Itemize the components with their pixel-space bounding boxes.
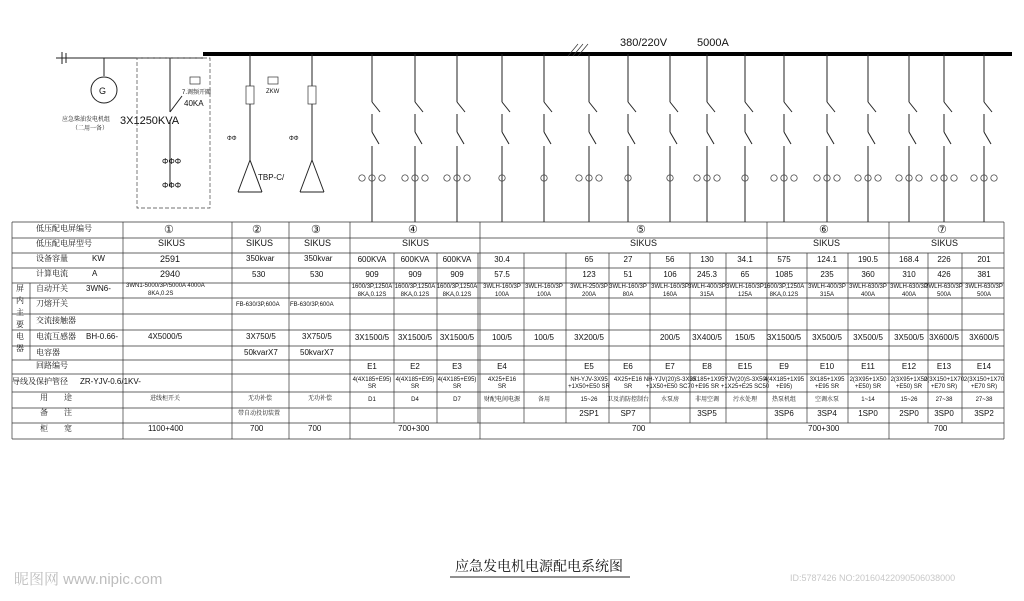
feeder-use: 15~26 [580,397,598,403]
feeder-use: D4 [411,397,419,403]
feeder-use: 备用 [537,397,551,403]
feeder-cur: 51 [623,270,633,279]
side-label-1: 屏 [16,284,24,293]
feeder-drop [499,54,510,222]
side-label-2: 内 [16,296,24,305]
feeder-cable2: +E95) [775,384,793,390]
feeder-sw2: 500A [936,292,952,298]
label-usage: 用 途 [40,393,72,402]
panel-4-no: ④ [408,224,418,236]
watermark-right: ID:5787426 NO:20160422090506038000 [790,573,956,583]
bus-current: 5000A [697,37,729,49]
feeder-cap: 226 [937,255,951,264]
feeder-cur: 123 [582,270,596,279]
feeder-ct: 100/5 [491,333,513,342]
generator-rating: 3X1250KVA [120,115,180,127]
generator-glyph: G [99,86,107,96]
panel-4-width: 700+300 [398,424,430,433]
feeder-drop [402,54,428,222]
panel-3-capacity: 350kvar [304,254,333,263]
tbp-label: TBP-C/ [258,173,285,182]
feeder-sw2: 8KA,0.12S [769,292,799,298]
feeder-cable: 4(4X185+E95) [395,377,435,383]
feeder-ct: 3X1500/5 [766,333,802,342]
feeder-sw2: 8KA,0.12S [442,292,472,298]
feeder-drop [694,54,720,222]
panel-1-usage: 进线柜开关 [150,396,181,402]
feeder-remark: 3SP2 [974,409,994,418]
feeder-cable2: SR [497,384,507,390]
panel-6-no: ⑥ [819,224,829,236]
feeder-cid: E2 [410,362,420,371]
feeder-cur: 360 [861,270,875,279]
label-current-unit: A [92,269,98,278]
feeder-remark: 3SP6 [774,409,794,418]
panel-1-switch-a: 3WN1-5000/3P/5000A 4000A [126,283,205,289]
feeder-cable: 2(3X95+1X50 [849,377,887,383]
feeder-sw: 3WLH-400/3P [688,284,726,290]
panel-6-type: SIKUS [813,238,841,248]
panel-3-width: 700 [308,424,322,433]
feeder-cable: 2(3X150+1X70 [963,377,1005,383]
feeder-drop [541,54,552,222]
feeder-use: 财配电间电源 [483,397,521,403]
feeder-cur: 381 [977,270,991,279]
side-label-3: 主 [16,308,24,317]
watermark-left: 昵图网 www.nipic.com [14,571,163,588]
panel-1-no: ① [164,224,174,236]
feeder-ct: 3X500/5 [894,333,924,342]
side-label-5: 电 [16,332,24,341]
feeder-sw2: 500A [976,292,992,298]
feeder-ct: 200/5 [659,333,681,342]
feeder-cable: 3X185+1X95 [689,377,725,383]
feeder-sw2: 100A [536,292,552,298]
feeder-sw: 3WLH-160/3P [483,284,521,290]
feeder-cable2: SR [452,384,462,390]
feeder-sw2: 80A [622,292,634,298]
panel-5-width: 700 [632,424,646,433]
feeder-cid: E4 [497,362,507,371]
feeder-remark: SP7 [620,409,636,418]
panel-3-capacitor: 50kvarX7 [300,348,334,357]
bus-voltage: 380/220V [620,37,668,49]
feeder-drop [667,54,678,222]
svg-text:ΦΦΦ: ΦΦΦ [162,181,182,190]
feeder-sw2: 160A [662,292,678,298]
feeder-cable: 4X25+E16 [613,377,643,383]
feeder-cur: 106 [663,270,677,279]
svg-text:ΦΦΦ: ΦΦΦ [162,157,182,166]
feeder-cable2: SR [367,384,377,390]
label-circuit-no: 回路编号 [36,361,68,370]
generator-incoming [56,52,211,208]
feeder-cable2: +E50) SR [895,384,923,390]
label-cable: 导线及保护管径 [12,377,68,386]
feeder-cur: 245.3 [696,270,718,279]
panel-3-type: SIKUS [304,238,332,248]
panel-2-ct: 3X750/5 [246,332,276,341]
feeder-cable2: +E95 SR [814,384,840,390]
panel-5-type: SIKUS [630,238,658,248]
feeder-use: 27~38 [975,397,993,403]
feeder-sw: 3WLH-630/3P [849,284,887,290]
feeder-drop [444,54,470,222]
feeder-cur: 1085 [775,270,793,279]
feeder-remark: 3SP4 [817,409,837,418]
feeder-cap: 124.1 [816,255,838,264]
drawing-title: 应急发电机电源配电系统图 [455,558,623,574]
feeder-sw: 3WLH-160/3P [651,284,689,290]
feeder-ct: 3X1500/5 [354,333,390,342]
capacitor-branch-2 [289,54,324,192]
panel-3-no: ③ [311,224,321,236]
feeder-cid: E10 [819,362,835,371]
feeder-sw: 1600/3P,1250A [394,284,436,290]
feeder-cid: E7 [665,362,675,371]
feeder-drop [771,54,797,222]
zkw-label: ZKW [266,89,280,95]
feeder-sw2: 8KA,0.12S [357,292,387,298]
feeder-cable2: SR [410,384,420,390]
panel-1-capacity: 2591 [160,254,181,264]
feeder-sw: 1600/3P,1250A [351,284,393,290]
feeder-sw2: 125A [737,292,753,298]
feeder-use: D7 [453,397,461,403]
feeder-sw: 3WLH-160/3P [609,284,647,290]
panel-2-capacitor: 50kvarX7 [244,348,278,357]
feeder-cid: E12 [901,362,917,371]
feeder-sw2: 315A [819,292,835,298]
label-current: 计算电流 [36,269,68,278]
panel-5-no: ⑤ [636,224,646,236]
feeder-cur: 310 [902,270,916,279]
panel-1-width: 1100+400 [148,424,184,433]
label-contactor: 交流接触器 [36,316,76,325]
row-labels [12,223,141,433]
label-width: 柜 宽 [40,424,72,433]
feeder-cable2: +E50) SR [854,384,882,390]
feeder-sw2: 100A [494,292,510,298]
label-remark: 备 注 [40,408,72,417]
panel-2-remark: 带自动投切装置 [238,411,281,417]
feeder-drop [855,54,881,222]
feeder-cid: E11 [861,362,875,371]
feeder-cells [352,255,1005,418]
panel-3-usage: 无功补偿 [308,396,333,402]
feeder-cur: 235 [820,270,834,279]
feeder-cable: 4X25+E16 [487,377,517,383]
generator-set-note: （二用一备） [72,126,109,132]
feeder-drops [359,54,997,222]
svg-text:ΦΦ: ΦΦ [289,136,299,142]
feeder-use: 水泵房 [660,397,680,403]
feeder-cap: 201 [977,255,991,264]
feeder-cable: 2(3X150+1X70 [923,377,965,383]
feeder-cid: E8 [702,362,712,371]
panel-3-ct: 3X750/5 [302,332,332,341]
feeder-remark: 2SP0 [899,409,919,418]
feeder-ct: 3X1500/5 [439,333,475,342]
feeder-drop [576,54,602,222]
panel-4-type: SIKUS [402,238,430,248]
feeder-cap: 190.5 [857,255,879,264]
feeder-sw: 3WLH-160/3P [525,284,563,290]
feeder-cap: 600KVA [442,255,472,264]
feeder-cable2: SR [623,384,633,390]
feeder-sw: 3WLH-630/3P [890,284,928,290]
feeder-ct: 3X200/5 [574,333,604,342]
feeder-cap: 600KVA [400,255,430,264]
feeder-sw: 3WLH-630/3P [965,284,1003,290]
feeder-sw: 3WLH-250/3P [570,284,608,290]
breaker-rating: 40KA [184,99,204,108]
svg-text:ΦΦ: ΦΦ [227,136,237,142]
panel-1-current: 2940 [160,269,181,279]
feeder-use: 非用空调 [694,397,720,403]
feeder-cable2: +E95 SR [694,384,720,390]
feeder-cable2: +E70 SR) [930,384,958,390]
panel-7-type: SIKUS [931,238,959,248]
feeder-sw: 3WLH-160/3P [726,284,764,290]
panel-2-type: SIKUS [246,238,274,248]
feeder-sw2: 400A [860,292,876,298]
feeder-ct: 3X500/5 [853,333,883,342]
breaker-tag: 7.调频开關 [182,90,212,96]
feeder-use: 热泵机组 [771,397,797,403]
feeder-use: 空调水泵 [814,397,840,403]
feeder-cable: 4(4X185+E95) [352,377,392,383]
feeder-cable: NH-YJV(20)S-3X95 [643,377,697,383]
feeder-drop [814,54,840,222]
feeder-cur: 65 [740,270,750,279]
feeder-remark: 3SP5 [697,409,717,418]
feeder-drop [931,54,957,222]
panel-6-width: 700+300 [808,424,840,433]
feeder-drop [625,54,636,222]
panel-2-capacity: 350kvar [246,254,275,263]
feeder-cur: 909 [365,270,379,279]
feeder-cap: 30.4 [494,255,510,264]
feeder-remark: 2SP1 [579,409,599,418]
panel-7-no: ⑦ [937,224,947,236]
label-ct-model: BH-0.66- [86,332,119,341]
feeder-sw: 1600/3P,1250A [436,284,478,290]
feeder-cable2: +1X50+E50 SC70 [645,384,695,390]
feeder-sw2: 8KA,0.12S [400,292,430,298]
feeder-ct: 3X400/5 [692,333,722,342]
feeder-drop [359,54,385,222]
feeder-sw2: 400A [901,292,917,298]
feeder-cid: E1 [367,362,377,371]
feeder-cable: NH-YJV-3X95 [570,377,608,383]
feeder-cap: 575 [777,255,791,264]
feeder-cid: E9 [779,362,789,371]
feeder-cur: 426 [937,270,951,279]
feeder-cid: E3 [452,362,462,371]
feeder-use: 卫及消防控制台 [606,397,650,403]
label-capacity: 设备容量 [36,254,68,263]
feeder-cap: 56 [665,255,675,264]
panel-1-switch-b: 8KA,0.2S [148,291,174,297]
feeder-drop [896,54,922,222]
feeder-ct: 3X600/5 [969,333,999,342]
feeder-drop [742,54,753,222]
label-auto-switch-model: 3WN6- [86,284,111,293]
feeder-cur: 909 [450,270,464,279]
label-cable-model: ZR-YJV-0.6/1KV- [80,377,141,386]
feeder-remark: 3SP0 [934,409,954,418]
feeder-remark: 1SP0 [858,409,878,418]
feeder-sw2: 315A [699,292,715,298]
feeder-cable2: +1X25+E25 SC50 [720,384,770,390]
feeder-cur: 57.5 [494,270,510,279]
feeder-drop [971,54,997,222]
feeder-use: 15~26 [900,397,918,403]
panel-2-width: 700 [250,424,264,433]
feeder-use: 污水处理 [732,397,758,403]
feeder-cid: E5 [584,362,594,371]
feeder-ct: 3X1500/5 [397,333,433,342]
panel-7-width: 700 [934,424,948,433]
feeder-ct: 3X600/5 [929,333,959,342]
feeder-cable: YJV(20)S-3X50 [724,377,766,383]
feeder-ct: 3X500/5 [812,333,842,342]
feeder-sw2: 200A [581,292,597,298]
panel-2-no: ② [252,224,262,236]
panel-1-type: SIKUS [158,238,186,248]
feeder-cable: 4(4X185+E95) [437,377,477,383]
feeder-use: 1~14 [861,397,875,403]
panel-3-fuse: FB-630/3P,600A [290,302,334,308]
feeder-sw: 3WLH-630/3P [925,284,963,290]
panel-3-current: 530 [310,270,324,279]
feeder-cur: 909 [408,270,422,279]
side-label-4: 要 [16,320,24,329]
feeder-cid: E14 [976,362,992,371]
feeder-cid: E13 [936,362,952,371]
label-capacity-unit: KW [92,254,105,263]
capacitor-branch-1 [227,54,285,192]
panel-2-fuse: FB-630/3P,600A [236,302,280,308]
feeder-ct: 100/5 [533,333,555,342]
feeder-cid: E6 [623,362,633,371]
feeder-cable: 3X185+1X95 [809,377,845,383]
feeder-sw: 3WLH-400/3P [808,284,846,290]
feeder-cap: 34.1 [737,255,753,264]
feeder-cap: 130 [700,255,714,264]
panel-2-current: 530 [252,270,266,279]
feeder-sw: 1600/3P,1250A [763,284,805,290]
label-capacitor: 电容器 [36,348,60,357]
feeder-cap: 27 [623,255,633,264]
panel-1-ct: 4X5000/5 [148,332,183,341]
label-auto-switch: 自动开关 [36,284,68,293]
feeder-cap: 65 [584,255,594,264]
label-ct: 电流互感器 [36,332,76,341]
label-fuse-switch: 刀熔开关 [36,299,68,308]
feeder-cable: 2(3X95+1X50 [890,377,928,383]
feeder-cable: 4(4X185+1X95 [763,377,805,383]
side-label-6: 器 [16,344,24,353]
label-screen-no: 低压配电屏编号 [36,224,92,233]
generator-name: 应急柴油发电机组 [62,117,111,123]
feeder-cap: 600KVA [357,255,387,264]
feeder-use: D1 [368,397,376,403]
feeder-cap: 168.4 [898,255,920,264]
feeder-cable2: +E70 SR) [970,384,998,390]
feeder-cable2: +1X50+E50 SR [568,384,610,390]
feeder-cid: E15 [737,362,753,371]
feeder-ct: 150/5 [734,333,756,342]
label-screen-type: 低压配电屏型号 [36,239,92,248]
feeder-use: 27~38 [935,397,953,403]
panel-2-usage: 无功补偿 [248,396,273,402]
